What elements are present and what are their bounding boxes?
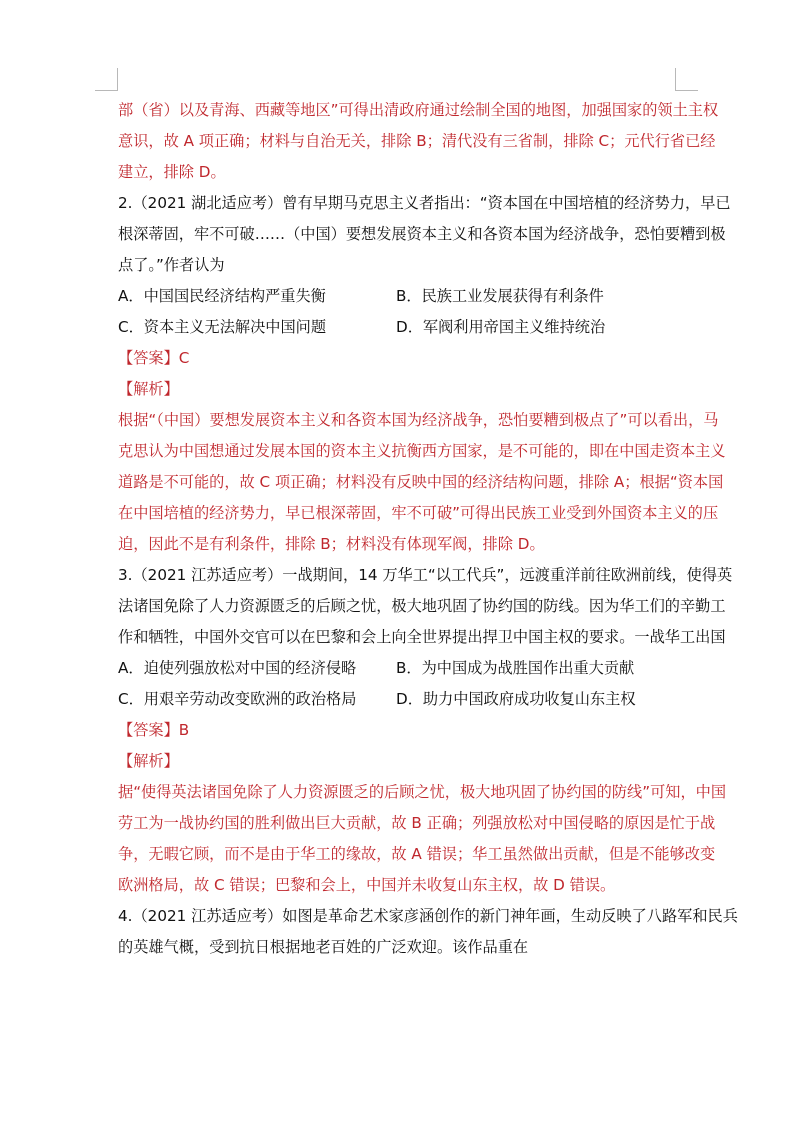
option-d: D．助力中国政府成功收复山东主权 (396, 690, 636, 708)
question-stem-line: 法诸国免除了人力资源匮乏的后顾之忧，极大地巩固了协约国的防线。因为华工们的辛勤工 (118, 597, 726, 615)
analysis-line: 劳工为一战协约国的胜利做出巨大贡献，故 B 正确；列强放松对中国侵略的原因是忙于战 (118, 814, 716, 832)
analysis-line: 欧洲格局，故 C 错误；巴黎和会上，中国并未收复山东主权，故 D 错误。 (118, 876, 616, 894)
option-b: B．民族工业发展获得有利条件 (396, 287, 604, 305)
options-row (118, 684, 678, 715)
question-stem-line: 根深蒂固，牢不可破……（中国）要想发展资本主义和各资本国为经济战争，恐怕要糟到极 (118, 225, 726, 243)
options-row (118, 653, 678, 684)
option-a: A．中国国民经济结构严重失衡 (118, 287, 326, 305)
options-row (118, 281, 678, 312)
question-stem-line: 4.（2021 江苏适应考）如图是革命艺术家彦涵创作的新门神年画，生动反映了八路军和民兵 (118, 907, 738, 925)
analysis-line: 克思认为中国想通过发展本国的资本主义抗衡西方国家，是不可能的，即在中国走资本主义 (118, 442, 726, 460)
question-4 (118, 901, 738, 963)
crop-mark-top-right (675, 68, 698, 91)
answer-label: 【答案】B (118, 721, 190, 739)
question-3 (118, 560, 733, 901)
options-row (118, 312, 678, 343)
analysis-line: 道路是不可能的，故 C 项正确；材料没有反映中国的经济结构问题，排除 A；根据“资本国 (118, 473, 724, 491)
question-stem-line: 作和牺牲，中国外交官可以在巴黎和会上向全世界提出捍卫中国主权的要求。一战华工出国 (118, 628, 726, 646)
option-c: C．资本主义无法解决中国问题 (118, 318, 327, 336)
question-stem-line: 的英雄气概，受到抗日根据地老百姓的广泛欢迎。该作品重在 (118, 938, 529, 956)
question-stem-line: 3.（2021 江苏适应考）一战期间，14 万华工“以工代兵”，远渡重洋前往欧洲前线，使得英 (118, 566, 733, 584)
analysis-line: 根据“（中国）要想发展资本主义和各资本国为经济战争，恐怕要糟到极点了”可以看出，马 (118, 411, 719, 429)
option-a: A．迫使列强放松对中国的经济侵略 (118, 659, 357, 677)
crop-mark-top-left (95, 68, 118, 91)
analysis-line: 在中国培植的经济势力，早已根深蒂固，牢不可破”可得出民族工业受到外国资本主义的压 (118, 504, 719, 522)
answer-label: 【答案】C (118, 349, 190, 367)
previous-explanation (118, 95, 719, 188)
analysis-line: 争，无暇它顾，而不是由于华工的缘故，故 A 错误；华工虽然做出贡献，但是不能够改变 (118, 845, 716, 863)
option-b: B．为中国成为战胜国作出重大贡献 (396, 659, 635, 677)
question-2 (118, 188, 731, 560)
explanation-line: 部（省）以及青海、西藏等地区”可得出清政府通过绘制全国的地图，加强国家的领土主权 (118, 101, 719, 119)
analysis-label: 【解析】 (118, 752, 179, 770)
explanation-line: 建立，排除 D。 (118, 163, 226, 181)
question-stem-line: 点了。”作者认为 (118, 256, 225, 274)
explanation-line: 意识，故 A 项正确；材料与自治无关，排除 B；清代没有三省制，排除 C；元代行省已经 (118, 132, 716, 150)
document-content (118, 95, 738, 963)
option-c: C．用艰辛劳动改变欧洲的政治格局 (118, 690, 357, 708)
analysis-line: 据“使得英法诸国免除了人力资源匮乏的后顾之忧，极大地巩固了协约国的防线”可知，中国 (118, 783, 727, 801)
analysis-label: 【解析】 (118, 380, 179, 398)
question-stem-line: 2.（2021 湖北适应考）曾有早期马克思主义者指出：“资本国在中国培植的经济势力，早已 (118, 194, 731, 212)
option-d: D．军阀利用帝国主义维持统治 (396, 318, 606, 336)
analysis-line: 迫，因此不是有利条件，排除 B；材料没有体现军阀，排除 D。 (118, 535, 545, 553)
